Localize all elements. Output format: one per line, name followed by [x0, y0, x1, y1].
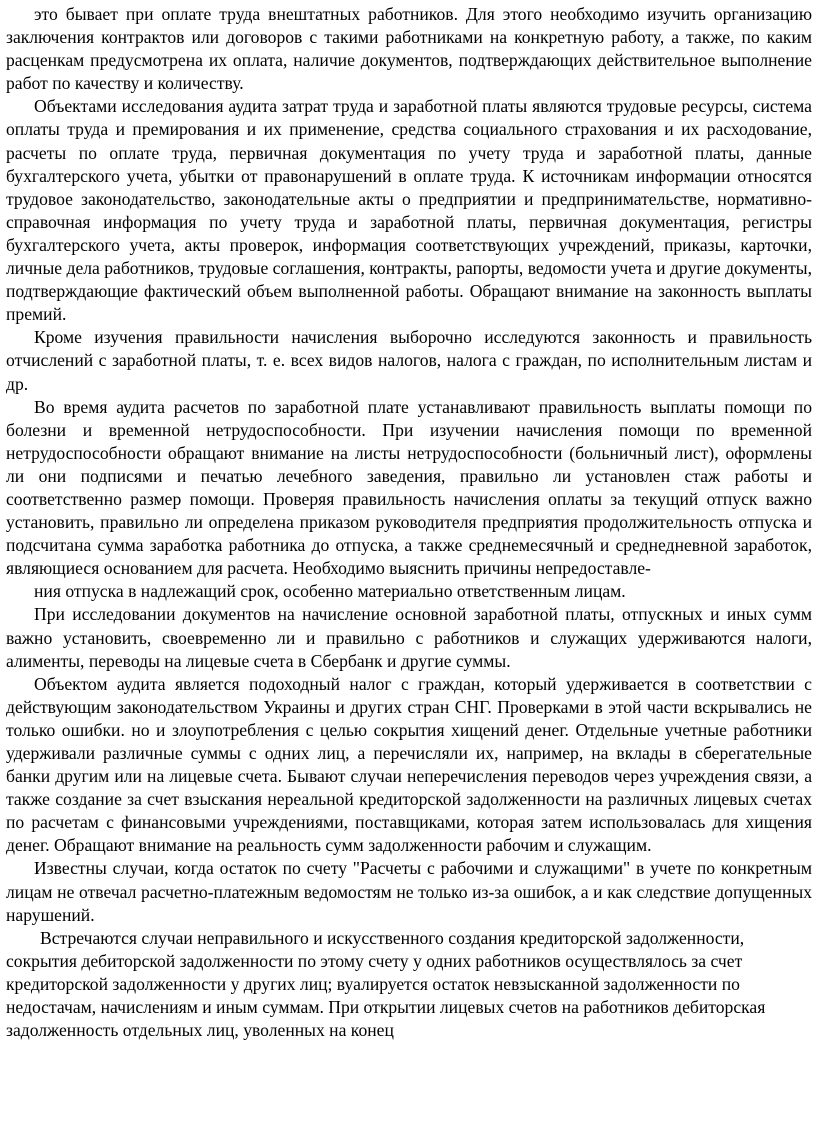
- paragraph-7: Объектом аудита является подоходный налог с граждан, который удерживается в соответствии с действующим законодательством Украины и других стран СНГ. Проверками в этой части вскрывались не только ошибки. но и злоупотребления с целью сокрытия хищений денег. Отдельные учетные работники удерживали различные суммы с одних лиц, а перечисляли их, например, на вклады в сберегательные банки другим или на лицевые счета. Бывают случаи неперечисления переводов через учреждения связи, а также создание за счет взыскания нереальной кредиторской задолженности на различных лицевых счетах по расчетам с финансовыми учреждениями, поставщиками, которая затем использовалась для хищения денег. Обращают внимание на реальность сумм задолженности рабочим и служащим.: [6, 673, 812, 856]
- paragraph-3: Кроме изучения правильности начисления выборочно исследуются законность и правильность отчислений с заработной платы, т. е. всех видов налогов, налога с граждан, по исполнительным листам и др.: [6, 327, 812, 394]
- paragraph-1: это бывает при оплате труда внештатных работников. Для этого необходимо изучить организацию заключения контрактов или договоров с такими работниками на конкретную работу, а также, по каким расценкам предусмотрена их оплата, наличие документов, подтверждающих действительное выполнение работ по качеству и количеству.: [6, 4, 812, 94]
- paragraph-9: Встречаются случаи неправильного и искусственного создания кредиторской задолженности, сокрытия дебиторской задолженности по этому счету у одних работников осуществлялось за счет кредиторской задолженности у других лиц; вуалируется остаток невзысканной задолженности по недостачам, начислениям и иным суммам. При открытии лицевых счетов на работников дебиторская задолженность отдельных лиц, уволенных на конец: [6, 927, 766, 1041]
- paragraph-2: Объектами исследования аудита затрат труда и заработной платы являются трудовые ресурсы, система оплаты труда и премирования и их применение, средства социального страхования и их расходование, расчеты по оплате труда, первичная документация по учету труда и заработной платы, данные бухгалтерского учета, убытки от правонарушений в оплате труда. К источникам информации относятся трудовое законодательство, законодательные акты о предприятии и предпринимательстве, нормативно-справочная информация по учету труда и заработной платы, первичная документация, регистры бухгалтерского учета, акты проверок, информация соответствующих учреждений, приказы, карточки, личные дела работников, трудовые соглашения, контракты, рапорты, ведомости учета и другие документы, подтверждающие фактический объем выполненной работы. Обращают внимание на законность выплаты премий.: [6, 96, 813, 325]
- paragraph-5: ния отпуска в надлежащий срок, особенно материально ответственным лицам.: [34, 581, 626, 602]
- paragraph-8: Известны случаи, когда остаток по счету "Расчеты с рабочими и служащими" в учете по конкретным лицам не отвечал расчетно-платежным ведомостям не только из-за ошибок, а и как следствие допущенных нарушений.: [6, 858, 812, 925]
- paragraph-6: При исследовании документов на начисление основной заработной платы, отпускных и иных сумм важно установить, своевременно ли и правильно с работников и служащих удерживаются налоги, алименты, переводы на лицевые счета в Сбербанк и другие суммы.: [6, 604, 812, 671]
- paragraph-4: Во время аудита расчетов по заработной плате устанавливают правильность выплаты помощи по болезни и временной нетрудоспособности. При изучении начисления помощи по временной нетрудоспособности обращают внимание на листы нетрудоспособности (больничный лист), оформлены ли они подписями и печатью лечебного заведения, правильно ли установлен стаж работы и соответственно размер помощи. Проверяя правильность начисления оплаты за текущий отпуск важно установить, правильно ли определена приказом руководителя предприятия продолжительность отпуска и подсчитана сумма заработка работника до отпуска, а также среднемесячный и среднедневной заработок, являющиеся основанием для расчета. Необходимо выяснить причины непредоставле-: [6, 396, 812, 579]
